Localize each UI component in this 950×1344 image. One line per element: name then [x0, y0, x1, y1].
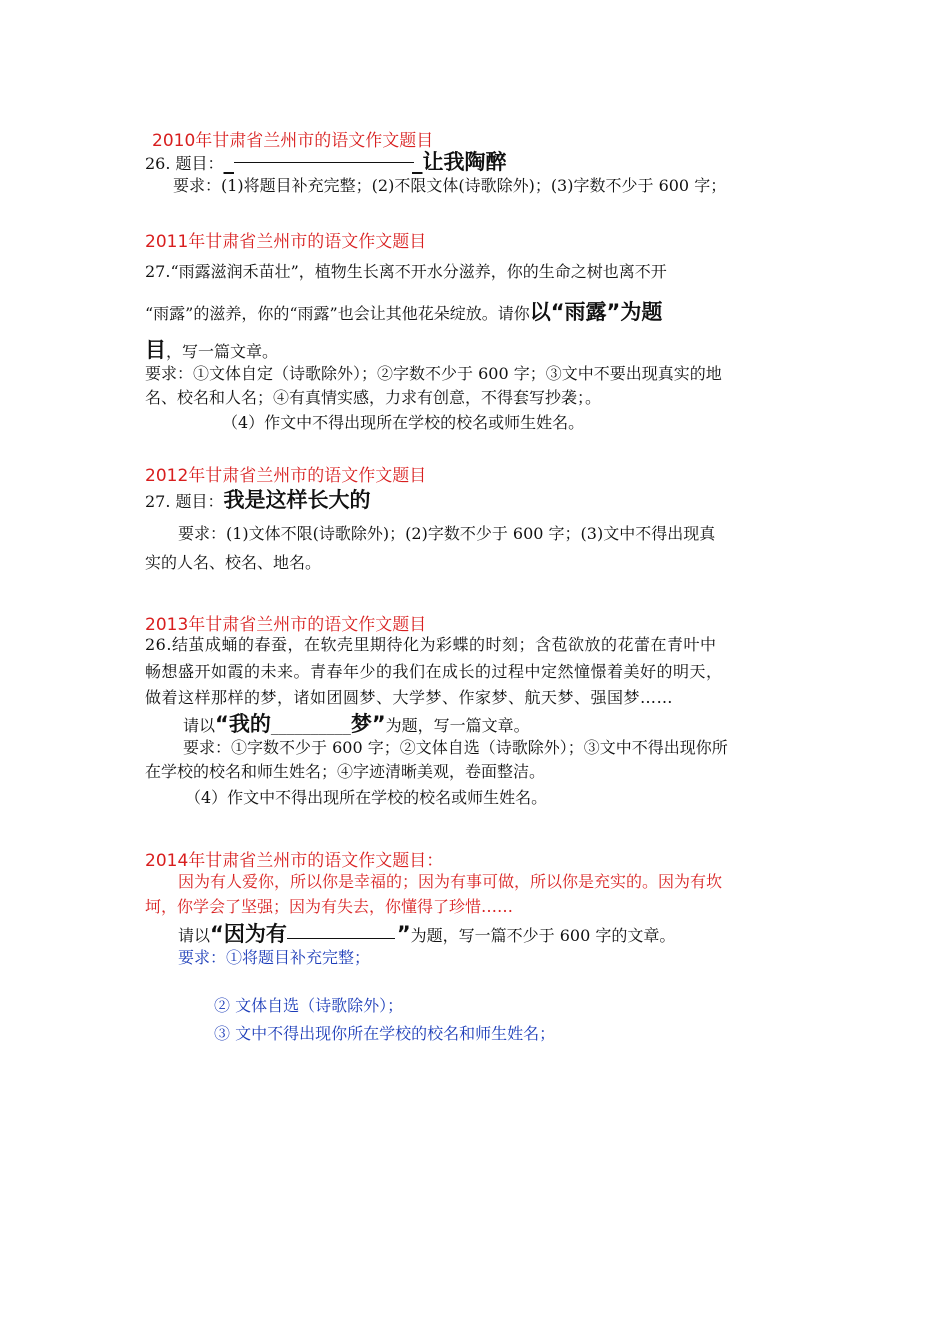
prompt-blank-line — [287, 936, 395, 939]
topic-title-end: 目 — [145, 338, 166, 362]
prompt-title-start: “我的 — [215, 712, 271, 736]
requirements-2014-line-2: ② 文体自选（诗歌除外）； — [214, 996, 404, 1015]
requirements-2014-line-1: 要求：①将题目补充完整； — [178, 948, 371, 967]
requirements-2010: 要求：(1)将题目补充完整；(2)不限文体(诗歌除外)；(3)字数不少于 600 字； — [173, 176, 727, 195]
question-prefix: 27. 题目： — [145, 492, 224, 511]
prompt-text: 请以 — [183, 716, 216, 735]
prompt-text: 请以 — [178, 926, 211, 945]
question-title: _让我陶醉 — [412, 150, 507, 174]
requirements-2012-line-2: 实的人名、校名、地名。 — [145, 553, 322, 572]
prompt-2014 — [178, 918, 675, 948]
prompt-text: 为题，写一篇不少于 600 字的文章。 — [410, 926, 676, 945]
paragraph-line-2: 畅想盛开如霞的未来。青春年少的我们在成长的过程中定然憧憬着美好的明天， — [145, 662, 723, 681]
topic-title: 以“雨露”为题 — [529, 300, 663, 324]
paragraph-line-3: 做着这样那样的梦，诸如团圆梦、大学梦、作家梦、航天梦、强国梦…… — [145, 688, 674, 707]
question-title: 我是这样长大的 — [223, 488, 371, 512]
title-blank-line — [234, 160, 414, 163]
question-blank-mark: _ — [223, 150, 235, 174]
heading-2010: 2010年甘肃省兰州市的语文作文题目 — [152, 131, 434, 151]
prompt-title-end: 梦” — [350, 712, 386, 736]
prompt-text: 为题，写一篇文章。 — [385, 716, 530, 735]
paragraph-line-2 — [145, 296, 662, 326]
heading-2013: 2013年甘肃省兰州市的语文作文题目 — [145, 615, 427, 635]
heading-2012: 2012年甘肃省兰州市的语文作文题目 — [145, 466, 427, 486]
question-2010 — [145, 146, 507, 176]
paragraph-text: “雨露”的滋养，你的“雨露”也会让其他花朵绽放。请你 — [145, 304, 530, 323]
prompt-blank: __________ — [270, 716, 351, 735]
question-prefix: 26. 题目： — [145, 154, 224, 173]
heading-2014: 2014年甘肃省兰州市的语文作文题目： — [145, 851, 444, 871]
requirements-2011-line-1: 要求：①文体自定（诗歌除外）；②字数不少于 600 字；③文中不要出现真实的地 — [145, 364, 722, 383]
paragraph-line-1: 26.结茧成蛹的春蚕，在软壳里期待化为彩蝶的时刻；含苞欲放的花蕾在青叶中 — [145, 635, 717, 654]
paragraph-text: ，写一篇文章。 — [166, 342, 279, 361]
prompt-title-end: ” — [396, 922, 411, 946]
heading-2011: 2011年甘肃省兰州市的语文作文题目 — [145, 232, 427, 252]
requirements-2012-line-1: 要求：(1)文体不限(诗歌除外)；(2)字数不少于 600 字；(3)文中不得出现真 — [178, 524, 716, 543]
paragraph-line-2: 坷，你学会了坚强；因为有失去，你懂得了珍惜…… — [145, 897, 514, 916]
question-2012 — [145, 484, 371, 514]
requirements-2013-line-3: （4）作文中不得出现所在学校的校名或师生姓名。 — [185, 788, 548, 807]
prompt-title-start: “因为有 — [210, 922, 287, 946]
requirements-2013-line-1: 要求：①字数不少于 600 字；②文体自选（诗歌除外）；③文中不得出现你所 — [183, 738, 728, 757]
prompt-2013 — [183, 708, 530, 738]
requirements-2011-line-2: 名、校名和人名；④有真情实感，力求有创意，不得套写抄袭；。 — [145, 388, 602, 407]
paragraph-line-1: 因为有人爱你，所以你是幸福的；因为有事可做，所以你是充实的。因为有坎 — [178, 872, 723, 891]
requirements-2013-line-2: 在学校的校名和师生姓名；④字迹清晰美观，卷面整洁。 — [145, 762, 546, 781]
paragraph-line-3 — [145, 334, 278, 364]
paragraph-line-1: 27.“雨露滋润禾苗壮”，植物生长离不开水分滋养，你的生命之树也离不开 — [145, 262, 667, 281]
requirements-2011-line-3: （4）作文中不得出现所在学校的校名或师生姓名。 — [222, 413, 585, 432]
requirements-2014-line-3: ③ 文中不得出现你所在学校的校名和师生姓名； — [214, 1024, 556, 1043]
